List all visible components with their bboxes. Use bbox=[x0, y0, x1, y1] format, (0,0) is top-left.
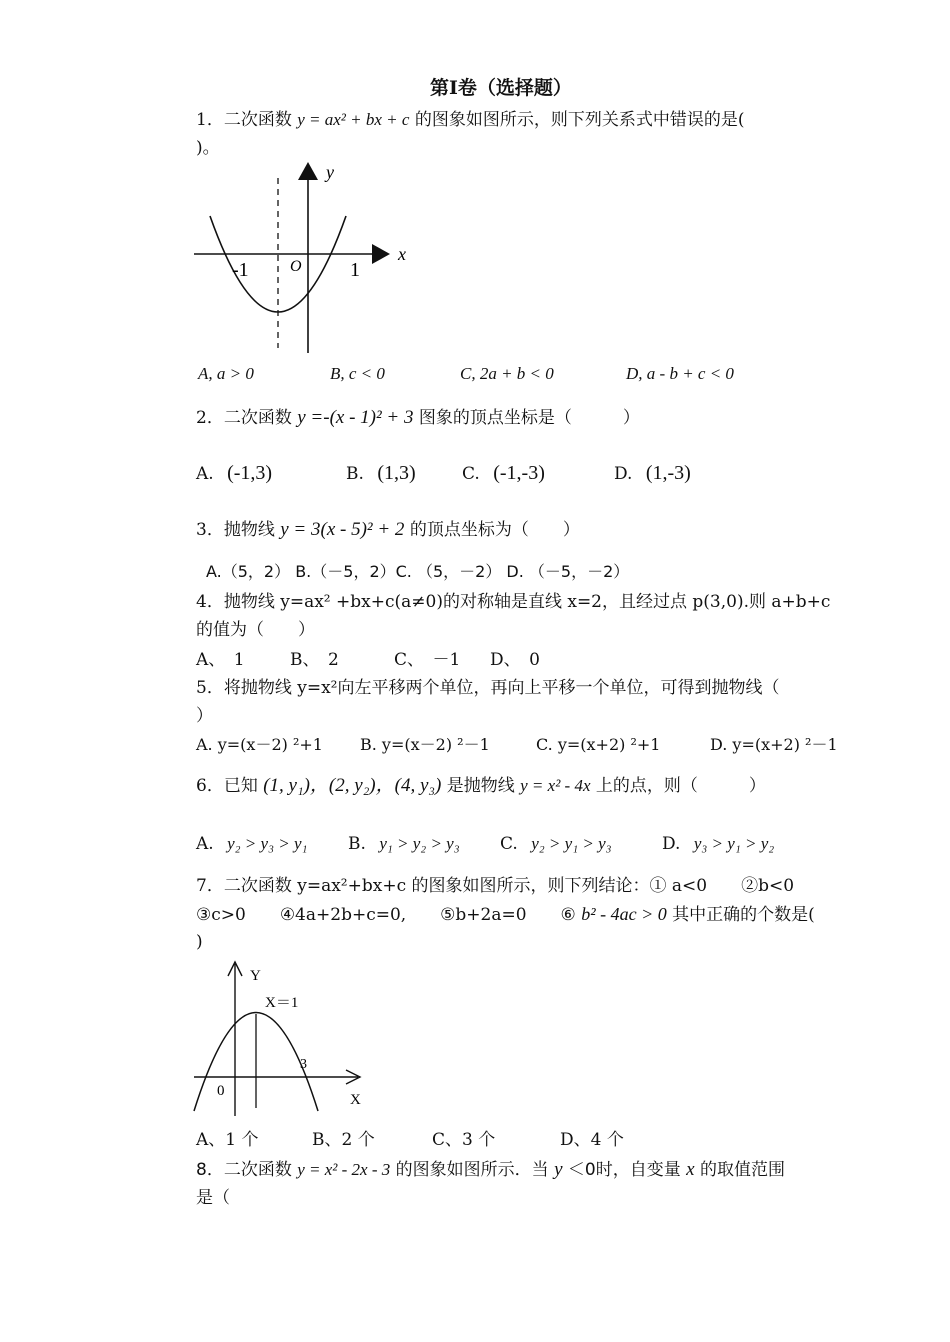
q5-option-b[interactable]: B. y=(x－2) ²－1 bbox=[360, 735, 490, 754]
q1-tick-neg: -1 bbox=[232, 259, 249, 281]
q2-formula: y =-(x - 1)² + 3 bbox=[297, 407, 414, 428]
q5-line2: ） bbox=[196, 706, 213, 726]
q4-option-c[interactable]: C、 －1 bbox=[394, 650, 461, 670]
q1-y-label: y bbox=[326, 162, 334, 182]
q2-line1: 2．二次函数 y =-(x - 1)² + 3 图象的顶点坐标是（ ） bbox=[196, 407, 640, 428]
q7-y-label: Y bbox=[250, 968, 261, 984]
q7-line2: ③c>0 ④4a+2b+c=0, ⑤b+2a=0 ⑥ b² - 4ac > 0 其中正确的个数是( bbox=[196, 904, 815, 925]
q5-line1: 5．将抛物线 y=x²向左平移两个单位，再向上平移一个单位，可得到抛物线（ bbox=[196, 678, 780, 698]
page-title: 第Ⅰ卷（选择题） bbox=[430, 77, 572, 99]
q4-line2: 的值为（ ） bbox=[196, 620, 315, 640]
q7-line1: 7．二次函数 y=ax²+bx+c 的图象如图所示，则下列结论：① a<0 ②b<0 bbox=[196, 876, 795, 896]
q1-line1: 1．二次函数 y = ax² + bx + c 的图象如图所示，则下列关系式中错误的是( bbox=[196, 110, 745, 130]
q7-root-label: 3 bbox=[300, 1057, 307, 1072]
q6-line1: 6．已知 (1, y₁)，(2, y₂)，(4, y₃) 是抛物线 y = x² - 4x 上的点，则（ ） bbox=[196, 775, 766, 796]
q4-option-d[interactable]: D、 0 bbox=[490, 650, 540, 670]
q7-x-label: X bbox=[350, 1092, 361, 1108]
q1-line2: )。 bbox=[196, 138, 220, 158]
q6-formula: y = x² - 4x bbox=[520, 776, 591, 795]
q4-option-b[interactable]: B、 2 bbox=[290, 650, 339, 670]
q1-formula: y = ax² + bx + c bbox=[297, 110, 410, 129]
q1-parabola bbox=[210, 216, 346, 312]
q7-origin-label: 0 bbox=[217, 1083, 225, 1099]
q7-graph bbox=[190, 958, 380, 1118]
q1-origin-label: O bbox=[290, 258, 302, 275]
q8-formula: y = x² - 2x - 3 bbox=[297, 1160, 391, 1179]
q1-y-arrow bbox=[298, 162, 318, 180]
q1-option-c[interactable]: C, 2a + b < 0 bbox=[460, 364, 554, 383]
q4-option-a[interactable]: A、 1 bbox=[196, 650, 245, 670]
q7-option-a[interactable]: A、1 个 bbox=[196, 1130, 259, 1150]
q7-option-c[interactable]: C、3 个 bbox=[432, 1130, 496, 1150]
q2-option-d[interactable]: D. (1,-3) bbox=[614, 462, 691, 484]
q1-x-label: x bbox=[398, 244, 406, 264]
q4-line1: 4．抛物线 y=ax² +bx+c(a≠0)的对称轴是直线 x=2，且经过点 p(3,0).则 a+b+c bbox=[196, 592, 831, 612]
q6-option-b[interactable]: B. y₁ > y₂ > y₃ bbox=[348, 834, 460, 854]
q8-var-x: x bbox=[686, 1159, 695, 1180]
q5-option-d[interactable]: D. y=(x+2) ²－1 bbox=[710, 735, 838, 754]
q7-formula: b² - 4ac > 0 bbox=[581, 904, 667, 924]
q8-line2: 是（ bbox=[196, 1188, 230, 1208]
q1-option-b[interactable]: B, c < 0 bbox=[330, 364, 385, 383]
q5-option-c[interactable]: C. y=(x+2) ²+1 bbox=[536, 735, 661, 754]
q7-option-b[interactable]: B、2 个 bbox=[312, 1130, 375, 1150]
q7-sym-label: X＝1 bbox=[265, 995, 299, 1011]
q3-options[interactable]: A.（5，2） B.（－5，2）C. （5，－2） D. （－5，－2） bbox=[206, 562, 630, 581]
q7-option-d[interactable]: D、4 个 bbox=[560, 1130, 624, 1150]
q3-line1: 3．抛物线 y = 3(x - 5)² + 2 的顶点坐标为（ ） bbox=[196, 519, 580, 540]
q8-var-y: y bbox=[554, 1159, 563, 1180]
q1-x-arrow bbox=[372, 244, 390, 264]
q6-option-c[interactable]: C. y₂ > y₁ > y₃ bbox=[500, 834, 612, 854]
q6-option-a[interactable]: A. y₂ > y₃ > y₁ bbox=[196, 834, 308, 854]
q5-option-a[interactable]: A. y=(x－2) ²+1 bbox=[196, 735, 323, 754]
q6-points: (1, y₁)，(2, y₂)，(4, y₃) bbox=[263, 775, 442, 796]
q2-option-a[interactable]: A. (-1,3) bbox=[196, 462, 273, 484]
q2-option-b[interactable]: B. (1,3) bbox=[346, 462, 416, 484]
q1-option-a[interactable]: A, a > 0 bbox=[198, 364, 254, 383]
q6-option-d[interactable]: D. y₃ > y₁ > y₂ bbox=[662, 834, 775, 854]
q1-option-d[interactable]: D, a - b + c < 0 bbox=[626, 364, 734, 383]
q3-formula: y = 3(x - 5)² + 2 bbox=[280, 519, 405, 540]
q8-line1: 8．二次函数 y = x² - 2x - 3 的图象如图所示．当 y ＜0时，自变量 x 的取值范围 bbox=[196, 1159, 785, 1180]
q2-option-c[interactable]: C. (-1,-3) bbox=[462, 462, 545, 484]
q1-graph bbox=[190, 158, 420, 358]
q1-tick-pos: 1 bbox=[350, 259, 360, 281]
q7-line3: ) bbox=[196, 932, 203, 952]
